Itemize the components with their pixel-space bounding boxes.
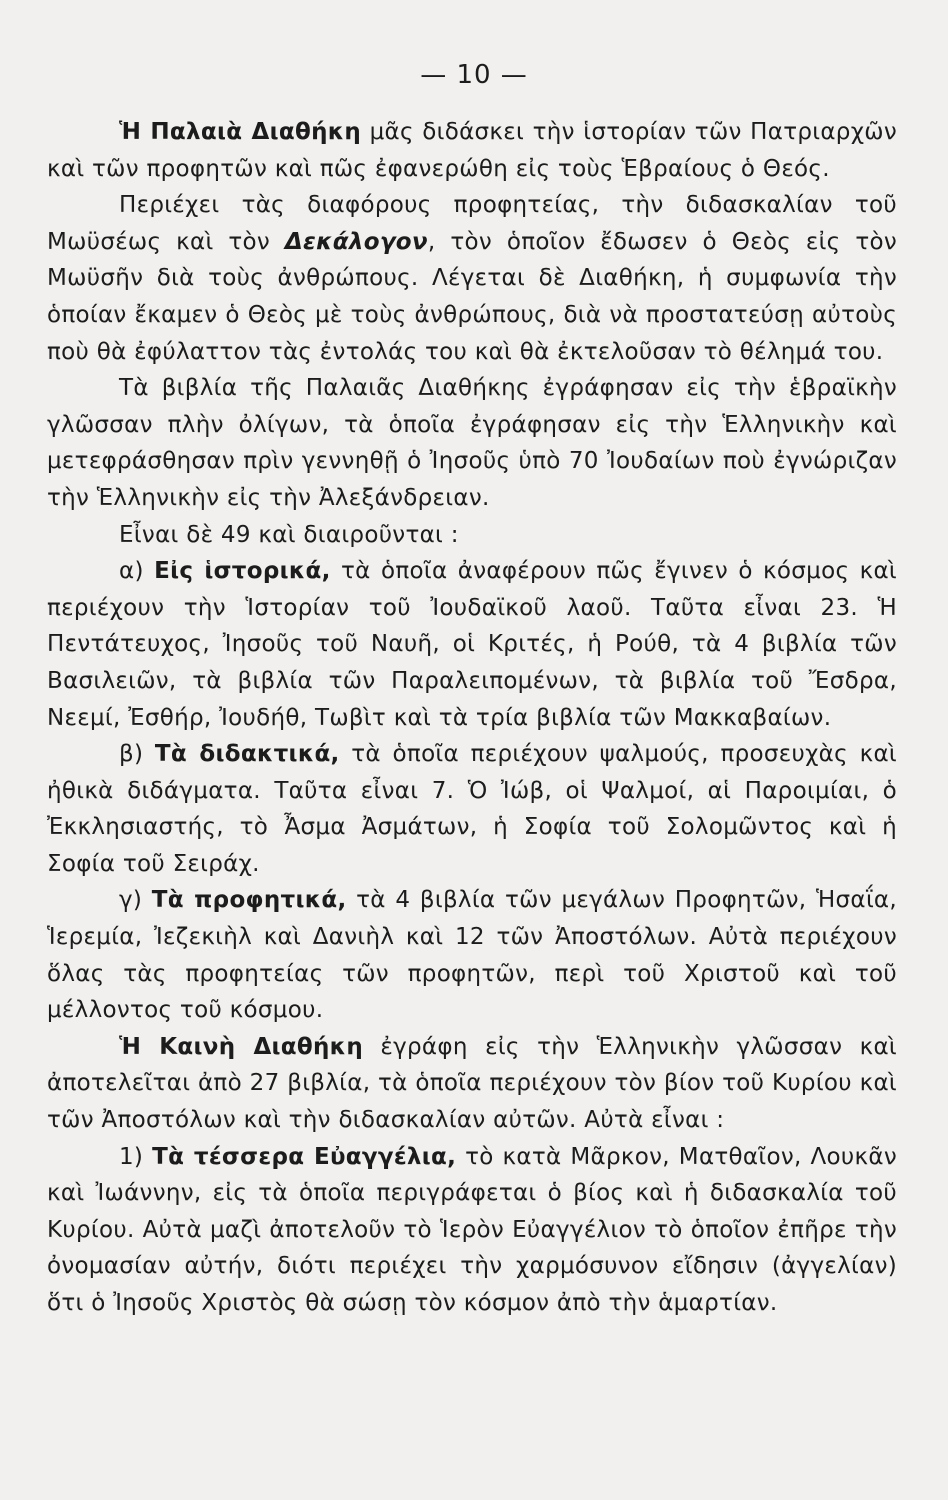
list-marker: α) <box>119 558 155 585</box>
paragraph-contents <box>47 187 897 370</box>
list-item-prophetic <box>47 882 897 1028</box>
paragraph-text: Τὰ βιβλία τῆς Παλαιᾶς Διαθήκης ἐγράφησαν εἰς τὴν ἑβραϊκὴν γλῶσσαν πλὴν ὀλίγων, τὰ ὁποῖα ἐγράφησαν εἰς τὴν Ἑλληνικὴν καὶ μετεφράσθησαν πρὶν γεννηθῇ ὁ Ἰησοῦς ὑπὸ 70 Ἰουδαίων ποὺ ἐγνώριζαν τὴν Ἑλληνικὴν εἰς τὴν Ἀλεξάνδρειαν. <box>47 375 897 511</box>
list-item-gospels <box>47 1139 897 1322</box>
list-marker: 1) <box>119 1143 153 1170</box>
heading-new-testament: Ἡ Καινὴ Διαθήκη <box>119 1033 363 1060</box>
paragraph-count <box>47 517 897 554</box>
paragraph-text: τὰ ὁποῖα ἀναφέρουν πῶς ἔγινεν ὁ κόσμος καὶ περιέχουν τὴν Ἱστορίαν τοῦ Ἰουδαϊκοῦ λαοῦ. Ταῦτα εἶναι 23. Ἡ Πεντάτευχος, Ἰησοῦς τοῦ Ναυῆ, οἱ Κριτές, ἡ Ρούθ, τὰ 4 βιβλία τῶν Βασιλειῶν, τὰ βιβλία τῶν Παραλειπομένων, τὰ βιβλία τοῦ Ἔσδρα, Νεεμί, Ἐσθήρ, Ἰουδήθ, Τωβὶτ καὶ τὰ τρία βιβλία τῶν Μακκαβαίων. <box>47 558 897 731</box>
list-item-didactic <box>47 736 897 882</box>
heading-didactic: Τὰ διδακτικά, <box>154 741 340 768</box>
paragraph-text: ἐγράφη εἰς τὴν Ἑλληνικὴν γλῶσσαν καὶ ἀποτελεῖται ἀπὸ 27 βιβλία, τὰ ὁποῖα περιέχουν τὸν βίον τοῦ Κυρίου καὶ τῶν Ἀποστόλων καὶ τὴν διδασκαλίαν αὐτῶν. Αὐτὰ εἶναι : <box>47 1033 897 1134</box>
body-text <box>47 114 897 1322</box>
paragraph-languages <box>47 370 897 516</box>
heading-old-testament: Ἡ Παλαιὰ Διαθήκη <box>119 119 362 145</box>
paragraph-old-testament-intro <box>47 114 897 187</box>
paragraph-text: Εἶναι δὲ 49 καὶ διαιροῦνται : <box>119 521 459 548</box>
list-marker: γ) <box>119 887 152 914</box>
paragraph-text: , τὸν ὁποῖον ἔδωσεν ὁ Θεὸς εἰς τὸν Μωϋσῆν διὰ τοὺς ἀνθρώπους. Λέγεται δὲ Διαθήκη, ἡ συμφωνία τὴν ὁποίαν ἔκαμεν ὁ Θεὸς μὲ τοὺς ἀνθρώπους, διὰ νὰ προστατεύσῃ αὐτοὺς ποὺ θὰ ἐφύλαττον τὰς ἐντολάς του καὶ θὰ ἐκτελοῦσαν τὸ θέλημά του. <box>47 228 897 365</box>
paragraph-text: τὰ 4 βιβλία τῶν μεγάλων Προφητῶν, Ἡσαΐα, Ἱερεμία, Ἰεζεκιὴλ καὶ Δανιὴλ καὶ 12 τῶν Ἀποστόλων. Αὐτὰ περιέχουν ὅλας τὰς προφητείας τῶν προφητῶν, περὶ τοῦ Χριστοῦ καὶ τοῦ μέλλοντος τοῦ κόσμου. <box>47 887 897 1024</box>
list-marker: β) <box>119 741 155 768</box>
paragraph-text: τὸ κατὰ Μᾶρκον, Ματθαῖον, Λουκᾶν καὶ Ἰωάννην, εἰς τὰ ὁποῖα περιγράφεται ὁ βίος καὶ ἡ διδασκαλία τοῦ Κυρίου. Αὐτὰ μαζὶ ἀποτελοῦν τὸ Ἱερὸν Εὐαγγέλιον τὸ ὁποῖον ἐπῆρε τὴν ὀνομασίαν αὐτήν, διότι περιέχει τὴν χαρμόσυνον εἴδησιν (ἀγγελίαν) ὅτι ὁ Ἰησοῦς Χριστὸς θὰ σώσῃ τὸν κόσμον ἀπὸ τὴν ἁμαρτίαν. <box>47 1143 898 1316</box>
list-item-historical <box>47 553 897 736</box>
paragraph-new-testament <box>47 1029 897 1139</box>
paragraph-text: μᾶς διδάσκει τὴν ἱστορίαν τῶν Πατριαρχῶν καὶ τῶν προφητῶν καὶ πῶς ἐφανερώθη εἰς τοὺς Ἑβραίους ὁ Θεός. <box>47 119 897 182</box>
heading-prophetic: Τὰ προφητικά, <box>151 887 347 914</box>
emphasis-decalogue: Δεκάλογον <box>284 228 428 255</box>
paragraph-text: τὰ ὁποῖα περιέχουν ψαλμούς, προσευχὰς καὶ ἠθικὰ διδάγματα. Ταῦτα εἶναι 7. Ὁ Ἰώβ, οἱ Ψαλμοί, αἱ Παροιμίαι, ὁ Ἐκκλησιαστής, τὸ Ἆσμα Ἀσμάτων, ἡ Σοφία τοῦ Σολομῶντος καὶ ἡ Σοφία τοῦ Σειράχ. <box>47 741 897 877</box>
paragraph-text: Περιέχει τὰς διαφόρους προφητείας, τὴν διδασκαλίαν τοῦ Μωϋσέως καὶ τὸν <box>47 192 897 255</box>
heading-gospels: Τὰ τέσσερα Εὐαγγέλια, <box>152 1143 457 1170</box>
page-number: — 10 — <box>420 60 528 90</box>
heading-historical: Εἰς ἱστορικά, <box>154 558 331 585</box>
